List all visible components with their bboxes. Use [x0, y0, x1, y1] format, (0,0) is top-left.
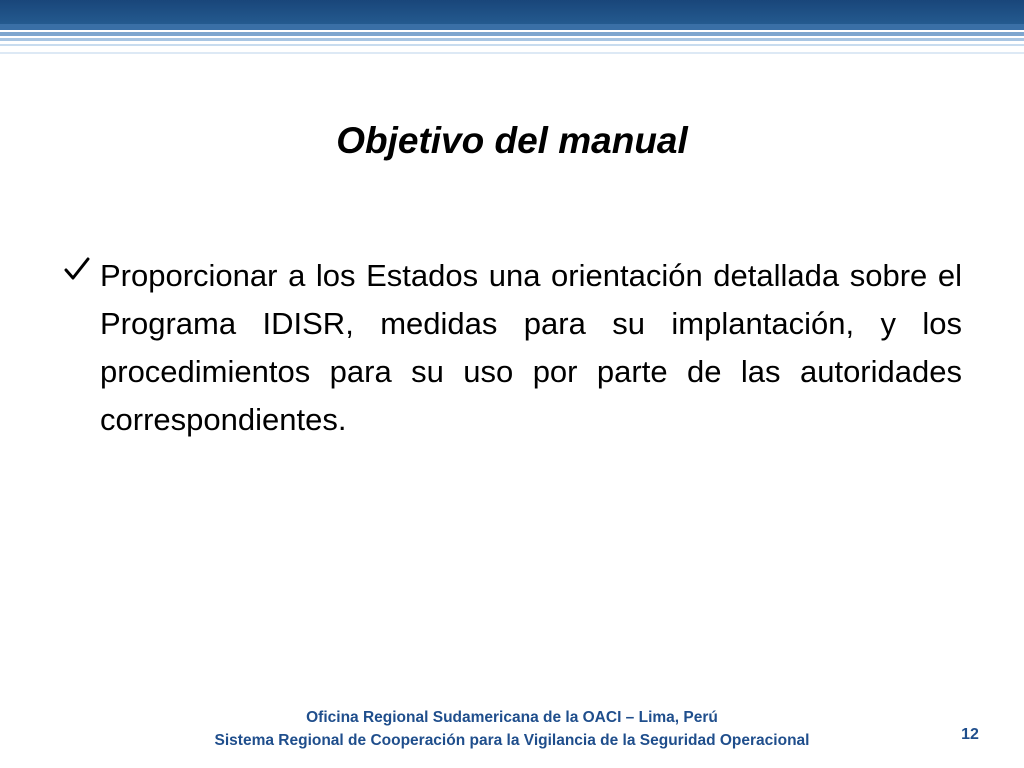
header-stripe	[0, 44, 1024, 46]
check-icon	[62, 254, 92, 284]
footer	[120, 706, 904, 752]
header-bar	[0, 0, 1024, 24]
footer-line-system: Sistema Regional de Cooperación para la Vigilancia de la Seguridad Operacional	[214, 732, 810, 749]
page-number: 12	[961, 726, 979, 743]
header-stripe	[0, 24, 1024, 30]
bullet-text: Proporcionar a los Estados una orientación detallada sobre el Programa IDISR, medidas para su implantación, y los procedimientos para su uso por parte de las autoridades correspondientes.	[100, 258, 962, 437]
footer-line-organization: Oficina Regional Sudamericana de la OACI – Lima, Perú	[306, 709, 718, 726]
header-stripe	[0, 32, 1024, 36]
header-stripe	[0, 38, 1024, 41]
header-stripe	[0, 52, 1024, 54]
bullet-item	[62, 252, 962, 444]
slide-title: Objetivo del manual	[336, 120, 688, 161]
